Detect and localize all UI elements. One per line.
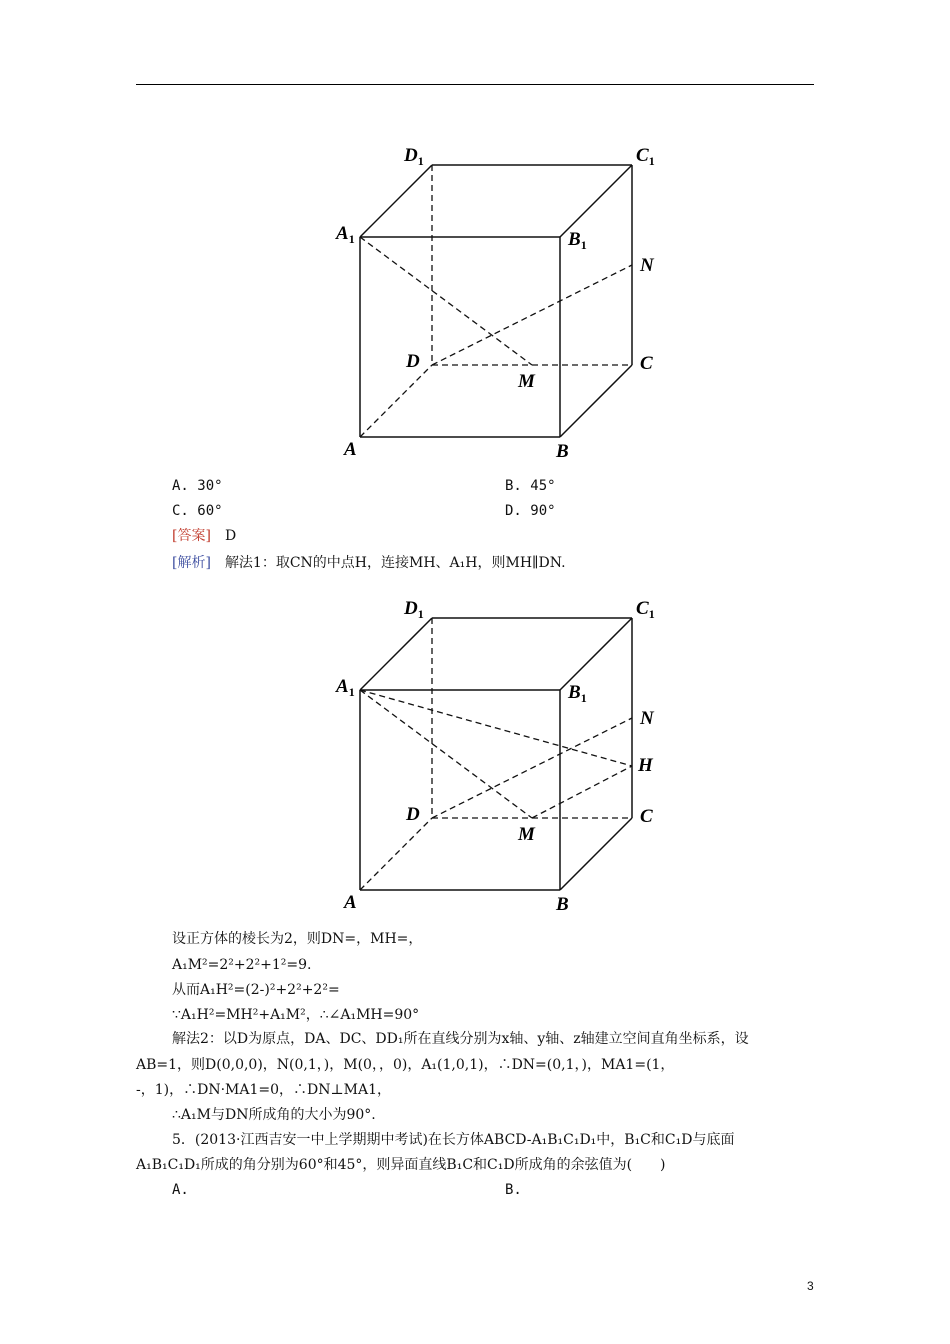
svg-text:H: H [638,755,653,776]
cube-figure-2 [330,588,670,918]
svg-text:D1: $D_1$ [404,145,424,168]
analysis-tag: [解析] [172,555,211,571]
q5-option-b: B. [505,1182,522,1198]
svg-text:B1: $B_1$ [568,682,587,705]
analysis-line [172,553,566,573]
solution-line-1: 设正方体的棱长为2，则DN=，MH=， [172,931,423,947]
solution-line-8: ∴A₁M与DN所成角的大小为90°. [172,1107,376,1123]
svg-text:B: B [556,441,569,462]
option-a: A. 30° [172,478,223,494]
answer-line [172,526,236,546]
svg-text:A: A [344,892,357,913]
svg-text:D: D [406,351,420,372]
solution-line-2: A₁M²=2²+2²+1²=9. [172,957,312,973]
svg-text:A1: $A_1$ [336,223,355,246]
svg-text:B1: $B_1$ [568,229,587,252]
solution-line-7: -，1)，∴DN·MA1=0，∴DN⊥MA1， [136,1082,392,1098]
svg-text:C: C [640,806,653,827]
solution-line-6: AB=1，则D(0,0,0)，N(0,1，)，M(0，，0)，A₁(1,0,1)，∴DN=(0,1，)，MA1=(1， [136,1057,675,1073]
svg-text:D1: $D_1$ [404,598,424,621]
option-d: D. 90° [505,503,556,519]
svg-text:D: D [406,804,420,825]
answer-tag: [答案] [172,528,211,544]
header-rule [136,84,814,85]
option-c: C. 60° [172,503,223,519]
svg-text:B: B [556,894,569,915]
solution-line-4: ∵A₁H²=MH²+A₁M²，∴∠A₁MH=90° [172,1007,420,1023]
option-b: B. 45° [505,478,556,494]
q5-option-a: A. [172,1182,189,1198]
solution-line-5: 解法2：以D为原点，DA、DC、DD₁所在直线分别为x轴、y轴、z轴建立空间直角坐标系，设 [172,1031,749,1047]
svg-text:M: M [518,824,535,845]
svg-text:C: C [640,353,653,374]
answer-value: D [224,528,237,544]
svg-text:N: N [640,708,654,729]
svg-text:N: N [640,255,654,276]
question-5-line-1: 5．(2013·江西吉安一中上学期期中考试)在长方体ABCD-A₁B₁C₁D₁中，B₁C和C₁D与底面 [172,1132,735,1148]
svg-text:A: A [344,439,357,460]
svg-text:C1: $C_1$ [636,145,655,168]
svg-text:M: M [518,371,535,392]
svg-text:A1: $A_1$ [336,676,355,699]
cube-figure-1 [330,135,670,465]
analysis-text: 解法1：取CN的中点H，连接MH、A₁H，则MH∥DN. [224,555,566,571]
svg-text:C1: $C_1$ [636,598,655,621]
solution-line-3: 从而A₁H²=(2-)²+2²+2²= [172,982,340,998]
page-number: 3 [807,1279,814,1293]
question-5-line-2: A₁B₁C₁D₁所成的角分别为60°和45°，则异面直线B₁C和C₁D所成角的余弦值为( ) [136,1157,666,1173]
